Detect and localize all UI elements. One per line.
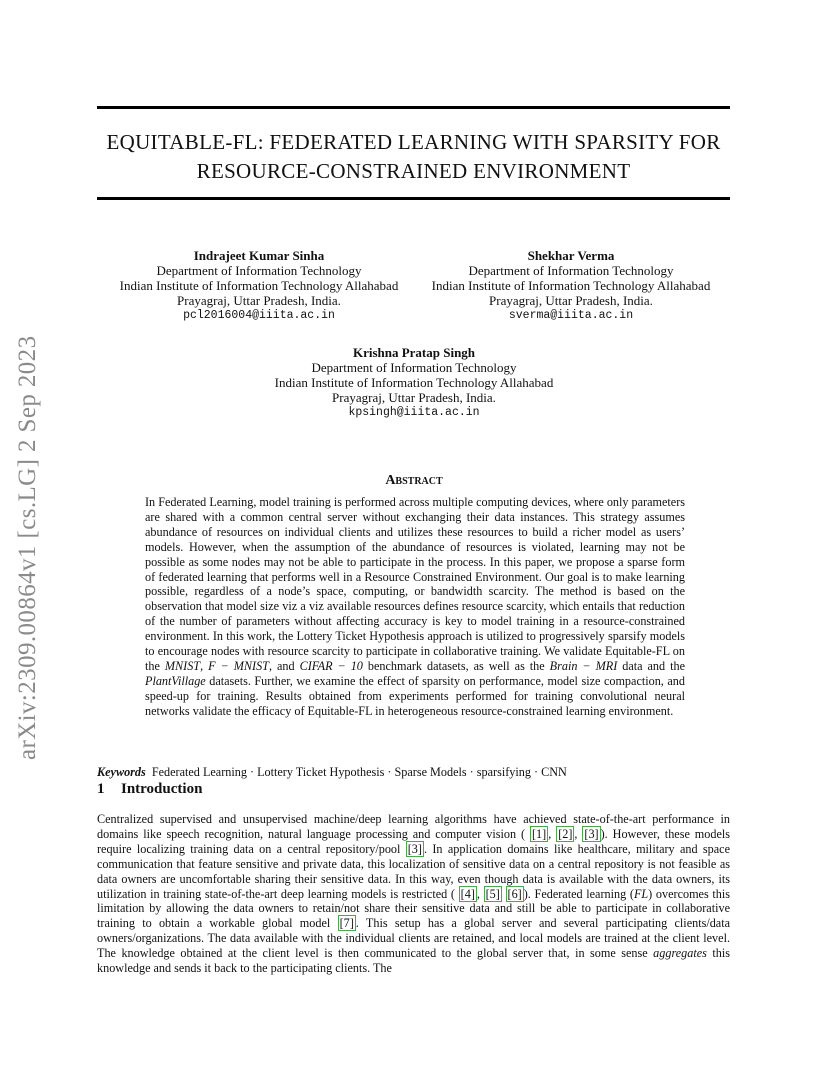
citation-link[interactable]: [6] (507, 886, 522, 901)
keywords-list: Federated Learning · Lottery Ticket Hypothesis · Sparse Models · sparsifying · CNN (151, 765, 567, 779)
section-heading (97, 781, 202, 798)
arxiv-identifier: arXiv:2309.00864v1 [cs.LG] 2 Sep 2023 (14, 335, 41, 760)
keywords-line (97, 765, 567, 780)
author-block-3 (255, 345, 573, 420)
author-email[interactable]: sverma@iiita.ac.in (508, 309, 634, 322)
author-location: Prayagraj, Uttar Pradesh, India. (332, 390, 496, 405)
author-department: Department of Information Technology (468, 263, 674, 278)
citation-link[interactable]: [7] (339, 916, 354, 931)
section-title: Introduction (121, 781, 203, 797)
citation-link[interactable]: [3] (584, 826, 599, 841)
top-rule (97, 106, 730, 109)
author-block-1 (100, 248, 418, 323)
author-name: Shekhar Verma (527, 248, 615, 263)
introduction-paragraph: Centralized supervised and unsupervised machine/deep learning algorithms have achieved state-of-the-art performance in domains like speech recognition, natural language processing and computer vision ( [1] , [2] , [3] ). However, these models require localizing training data on a central repository/pool [3] . In application domains like healthcare, military and space communication that feature sensitive and private data, this localization of sensitive data on a central repository is not feasible as data owners are uncomfortable sharing their sensitive data. In this way, even though data is available with the data owners, its utilization in training state-of-the-art deep learning models is restricted ( [4] , [5] [6] ). Federated learning (FL) overcomes this limitation by allowing the data owners to retain/not share their sensitive data and still be able to participate in collaborative training to obtain a workable global model [7] . This setup has a global server and several participating clients/data owners/organizations. The data available with the individual clients are retained, and local models are trained at the client level. The knowledge obtained at the client level is then communicated to the global server that, in some sense aggregates this knowledge and sends it back to the participating clients. The (97, 812, 731, 976)
citation-link[interactable]: [4] (460, 886, 475, 901)
author-name: Krishna Pratap Singh (352, 345, 476, 360)
author-email[interactable]: pcl2016004@iiita.ac.in (183, 309, 335, 322)
citation-link[interactable]: [1] (531, 826, 547, 841)
author-email[interactable]: kpsingh@iiita.ac.in (348, 406, 480, 419)
citation-link[interactable]: [3] (407, 841, 422, 856)
author-name: Indrajeet Kumar Sinha (193, 248, 325, 263)
author-location: Prayagraj, Uttar Pradesh, India. (177, 293, 341, 308)
abstract-heading: Abstract (385, 473, 443, 488)
keywords-label: Keywords (97, 765, 146, 779)
citation-link[interactable]: [5] (485, 886, 500, 901)
author-department: Department of Information Technology (311, 360, 517, 375)
section-number: 1 (97, 781, 105, 797)
bottom-rule (97, 197, 730, 200)
author-location: Prayagraj, Uttar Pradesh, India. (489, 293, 653, 308)
author-block-2 (412, 248, 730, 323)
author-institution: Indian Institute of Information Technology Allahabad (119, 278, 399, 293)
author-department: Department of Information Technology (156, 263, 362, 278)
citation-link[interactable]: [2] (558, 826, 573, 841)
paper-title: EQUITABLE-FL: FEDERATED LEARNING WITH SPARSITY FOR RESOURCE-CONSTRAINED ENVIRONMENT (106, 130, 721, 183)
author-institution: Indian Institute of Information Technology Allahabad (431, 278, 711, 293)
abstract-text: In Federated Learning, model training is performed across multiple computing devices, where only parameters are shared with a common central server without exchanging their data instances. This strategy assumes abundance of resources on individual clients and utilizes these resources to build a richer model as users’ models. However, when the assumption of the abundance of resources is violated, learning may not be possible as some nodes may not be able to participate in the process. In this paper, we propose a sparse form of federated learning that performs well in a Resource Constrained Environment. Our goal is to make learning possible, regardless of a node’s space, computing, or bandwidth scarcity. The method is based on the observation that model size viz a viz available resources defines resource scarcity, which entails that reduction of the number of parameters without affecting accuracy is key to model training in a resource-constrained environment. In this work, the Lottery Ticket Hypothesis approach is utilized to progressively sparsify models to encourage nodes with resource scarcity to participate in collaborative training. We validate Equitable-FL on the MNIST, F − MNIST, and CIFAR − 10 benchmark datasets, as well as the Brain − MRI data and the PlantVillage datasets. Further, we examine the effect of sparsity on performance, model size compaction, and speed-up for training. Results obtained from experiments performed for training convolutional neural networks validate the efficacy of Equitable-FL in heterogeneous resource-constrained learning environment. (145, 495, 685, 718)
author-institution: Indian Institute of Information Technology Allahabad (274, 375, 554, 390)
